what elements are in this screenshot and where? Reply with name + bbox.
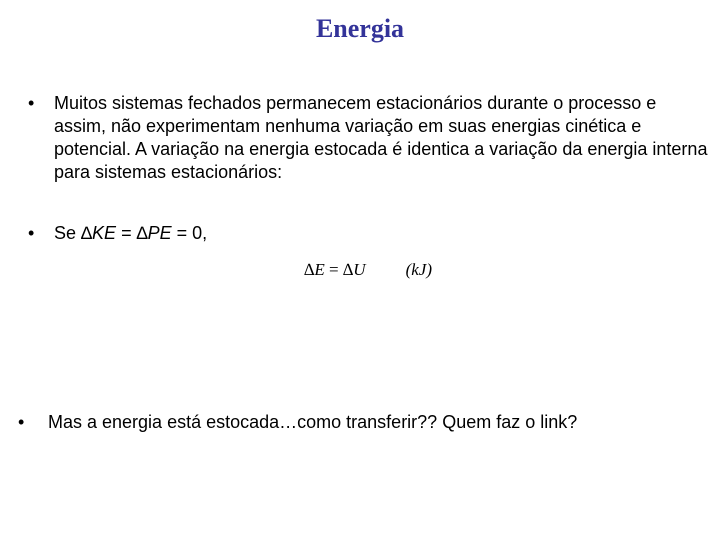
bullet-text: Mas a energia está estocada…como transferir?? Quem faz o link? <box>48 412 578 432</box>
delta-symbol: ∆ <box>136 223 148 243</box>
bullet-text: Muitos sistemas fechados permanecem estacionários durante o processo e assim, não experimentam nenhuma variação em suas energias cinética e potencial. A variação na energia estocada é identica a variação da energia interna para sistemas estacionários: <box>54 93 708 182</box>
bullet-marker: • <box>18 412 25 432</box>
equation-rhs: ∆U <box>342 260 366 279</box>
equation-lhs: ∆E <box>304 260 325 279</box>
energy-equation <box>304 260 432 280</box>
bullet-text <box>54 222 207 245</box>
condition-prefix: Se <box>54 223 82 243</box>
potential-energy-symbol: PE <box>147 223 172 243</box>
condition-suffix: = 0, <box>171 223 208 243</box>
equation-operator: = <box>324 260 343 279</box>
equation-unit: (kJ) <box>405 260 432 279</box>
bullet-marker: • <box>28 93 35 113</box>
kinetic-energy-symbol: KE <box>92 223 117 243</box>
bullet-marker: • <box>28 223 35 243</box>
delta-symbol: ∆ <box>81 223 93 243</box>
slide-title: Energia <box>315 14 405 43</box>
equals-sign: = <box>116 223 137 243</box>
